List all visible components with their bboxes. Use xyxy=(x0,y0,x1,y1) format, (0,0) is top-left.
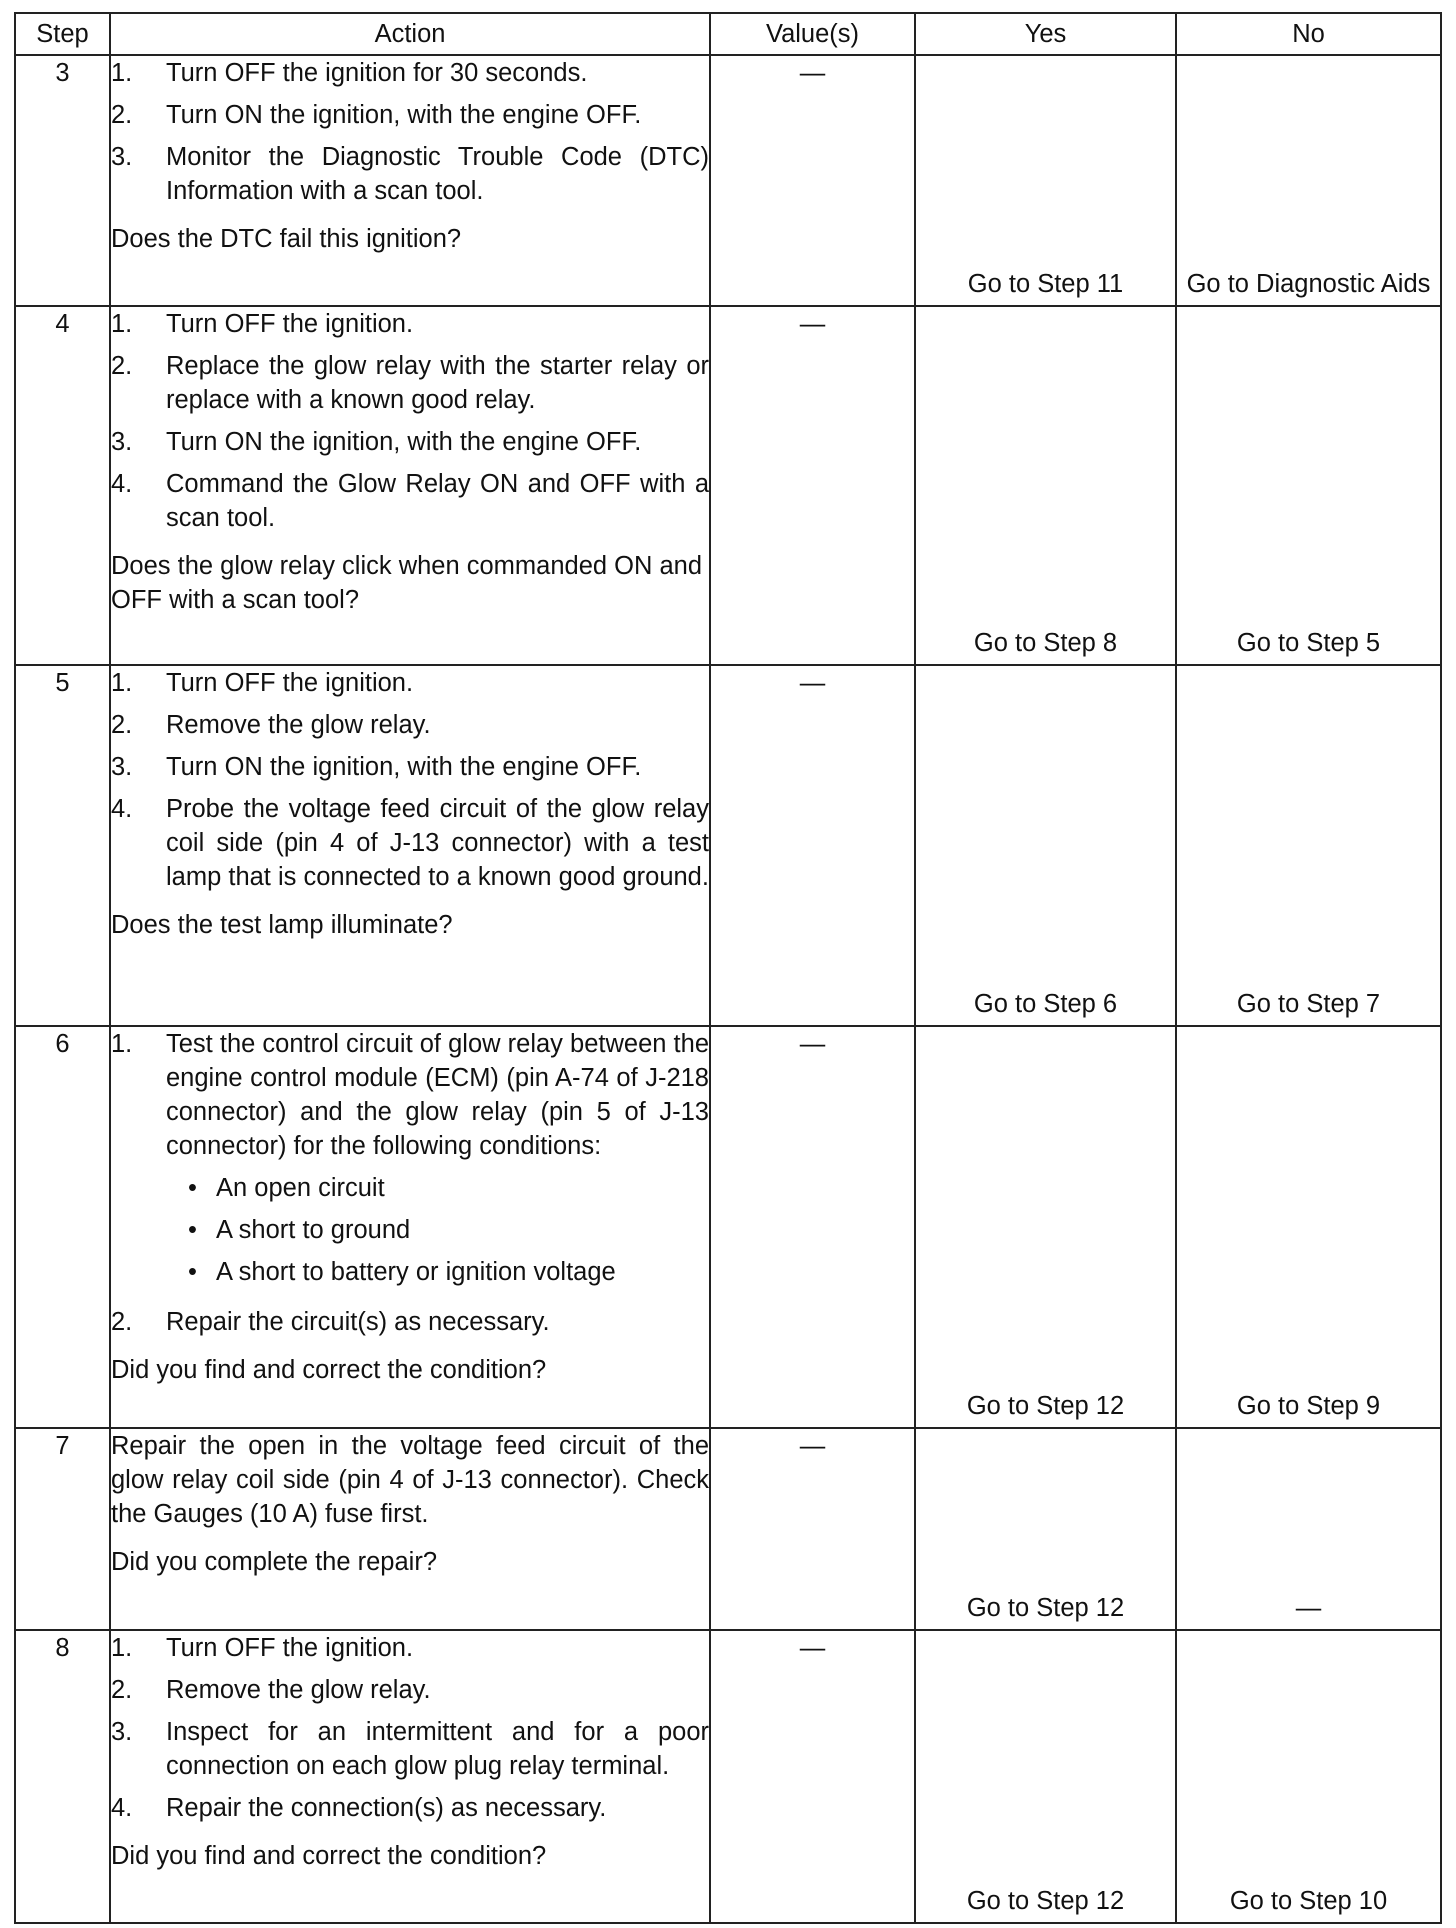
yes-cell xyxy=(915,665,1176,1026)
action-item-text: Turn OFF the ignition. xyxy=(166,1634,414,1663)
no-result: Go to Step 5 xyxy=(1236,629,1381,658)
header-row xyxy=(15,13,1441,55)
step-number: 5 xyxy=(15,665,110,1026)
action-item-text: Remove the glow relay. xyxy=(166,711,431,740)
step-question: Does the DTC fail this ignition? xyxy=(111,225,462,253)
action-paragraph: Repair the open in the voltage feed circuit of the glow relay coil side (pin 4 of J-13 connector). Check the Gauges (10 A) fuse first. xyxy=(111,1431,709,1528)
action-item-text: Turn OFF the ignition for 30 seconds. xyxy=(166,59,588,87)
action-item xyxy=(111,1305,709,1339)
action-item-text: Remove the glow relay. xyxy=(166,1676,431,1705)
table-row xyxy=(15,1428,1441,1630)
header-yes: Yes xyxy=(915,13,1176,55)
step-number: 8 xyxy=(15,1630,110,1923)
table-row xyxy=(15,665,1441,1026)
yes-cell xyxy=(915,1630,1176,1923)
condition-item: • A short to battery or ignition voltage xyxy=(188,1255,709,1289)
no-cell xyxy=(1176,1428,1441,1630)
action-item xyxy=(111,140,709,208)
yes-result: Go to Step 6 xyxy=(973,990,1118,1019)
no-cell xyxy=(1176,665,1441,1026)
header-action: Action xyxy=(110,13,710,55)
action-item xyxy=(111,792,709,894)
action-item-text: Turn ON the ignition, with the engine OFF. xyxy=(166,753,642,782)
yes-result: Go to Step 11 xyxy=(967,269,1124,298)
no-result: — xyxy=(1295,1594,1322,1623)
action-item-number: 1. xyxy=(111,59,133,87)
action-item-number: 3. xyxy=(111,427,133,456)
action-item xyxy=(111,349,709,417)
action-item-number: 1. xyxy=(111,309,133,338)
action-item-text: Repair the connection(s) as necessary. xyxy=(166,1794,607,1823)
header-step: Step xyxy=(15,13,110,55)
action-item-number: 2. xyxy=(111,101,133,129)
condition-list xyxy=(166,1171,709,1289)
action-item-number: 3. xyxy=(111,1718,133,1747)
action-item xyxy=(111,56,709,90)
action-item-number: 2. xyxy=(111,711,133,740)
action-item-text: Turn OFF the ignition. xyxy=(166,309,414,338)
action-item xyxy=(111,1027,709,1297)
no-cell xyxy=(1176,1630,1441,1923)
header-values: Value(s) xyxy=(710,13,915,55)
step-number: 7 xyxy=(15,1428,110,1630)
table-row xyxy=(15,55,1441,306)
yes-result: Go to Step 8 xyxy=(973,629,1118,658)
action-item-number: 2. xyxy=(111,351,133,380)
action-item xyxy=(111,98,709,132)
action-item xyxy=(111,425,709,459)
action-item-number: 3. xyxy=(111,143,133,171)
action-item xyxy=(111,307,709,341)
step-question: Does the glow relay click when commanded ON and OFF with a scan tool? xyxy=(111,551,703,614)
action-item xyxy=(111,666,709,700)
header-no: No xyxy=(1176,13,1441,55)
step-number: 6 xyxy=(15,1026,110,1428)
step-question: Did you find and correct the condition? xyxy=(111,1356,547,1385)
yes-cell xyxy=(915,306,1176,666)
action-item-text: Probe the voltage feed circuit of the glow relay coil side (pin 4 of J-13 connector) with a test lamp that is connected to a known good ground. xyxy=(166,795,709,892)
action-item-number: 4. xyxy=(111,1794,133,1823)
action-item xyxy=(111,467,709,535)
table-row xyxy=(15,1026,1441,1428)
action-item-number: 1. xyxy=(111,1030,133,1059)
no-result: Go to Step 7 xyxy=(1236,990,1381,1019)
action-cell xyxy=(110,306,710,666)
no-cell xyxy=(1176,55,1441,306)
step-number: 4 xyxy=(15,306,110,666)
no-cell xyxy=(1176,1026,1441,1428)
action-item xyxy=(111,1673,709,1707)
condition-item: • An open circuit xyxy=(188,1171,709,1205)
action-item xyxy=(111,1631,709,1665)
action-cell xyxy=(110,1026,710,1428)
table-row xyxy=(15,306,1441,666)
value-cell: — xyxy=(710,1630,915,1923)
action-cell xyxy=(110,665,710,1026)
yes-cell xyxy=(915,1428,1176,1630)
action-item xyxy=(111,1791,709,1825)
step-question: Does the test lamp illuminate? xyxy=(111,911,453,940)
action-item-text: Command the Glow Relay ON and OFF with a scan tool. xyxy=(166,469,709,532)
action-item xyxy=(111,1715,709,1783)
table-row xyxy=(15,1630,1441,1923)
action-item-text: Turn OFF the ignition. xyxy=(166,669,414,698)
action-item-text: Turn ON the ignition, with the engine OFF. xyxy=(166,101,642,129)
yes-result: Go to Step 12 xyxy=(966,1887,1125,1915)
action-item-text: Monitor the Diagnostic Trouble Code (DTC) Information with a scan tool. xyxy=(166,143,709,205)
action-item-number: 1. xyxy=(111,1634,133,1663)
action-cell xyxy=(110,55,710,306)
no-result: Go to Diagnostic Aids xyxy=(1186,269,1431,298)
action-item xyxy=(111,708,709,742)
no-cell xyxy=(1176,306,1441,666)
action-item-number: 1. xyxy=(111,669,133,698)
step-number: 3 xyxy=(15,55,110,306)
action-item-number: 4. xyxy=(111,469,133,498)
value-cell: — xyxy=(710,1428,915,1630)
action-item-text: Inspect for an intermittent and for a poor connection on each glow plug relay terminal. xyxy=(166,1718,709,1781)
value-cell: — xyxy=(710,665,915,1026)
action-cell xyxy=(110,1428,710,1630)
step-question: Did you find and correct the condition? xyxy=(111,1842,547,1871)
action-item-text: Turn ON the ignition, with the engine OFF. xyxy=(166,427,642,456)
action-item-number: 3. xyxy=(111,753,133,782)
action-item xyxy=(111,750,709,784)
no-result: Go to Step 9 xyxy=(1236,1391,1381,1420)
diagnostic-table xyxy=(14,12,1442,1924)
action-item-number: 2. xyxy=(111,1308,133,1337)
yes-result: Go to Step 12 xyxy=(966,1594,1125,1623)
yes-cell xyxy=(915,1026,1176,1428)
action-item-text: Repair the circuit(s) as necessary. xyxy=(166,1308,550,1337)
action-item-number: 2. xyxy=(111,1676,133,1705)
yes-cell xyxy=(915,55,1176,306)
action-item-text: Replace the glow relay with the starter relay or replace with a known good relay. xyxy=(166,351,709,414)
yes-result: Go to Step 12 xyxy=(966,1391,1125,1420)
action-cell xyxy=(110,1630,710,1923)
step-question: Did you complete the repair? xyxy=(111,1547,438,1576)
no-result: Go to Step 10 xyxy=(1229,1887,1388,1915)
value-cell: — xyxy=(710,55,915,306)
condition-item: • A short to ground xyxy=(188,1213,709,1247)
action-item-text: Test the control circuit of glow relay between the engine control module (ECM) (pin A-74 of J-218 connector) and the glow relay (pin 5 of J-13 connector) for the following conditions: xyxy=(166,1030,709,1161)
value-cell: — xyxy=(710,1026,915,1428)
value-cell: — xyxy=(710,306,915,666)
action-item-number: 4. xyxy=(111,795,133,824)
